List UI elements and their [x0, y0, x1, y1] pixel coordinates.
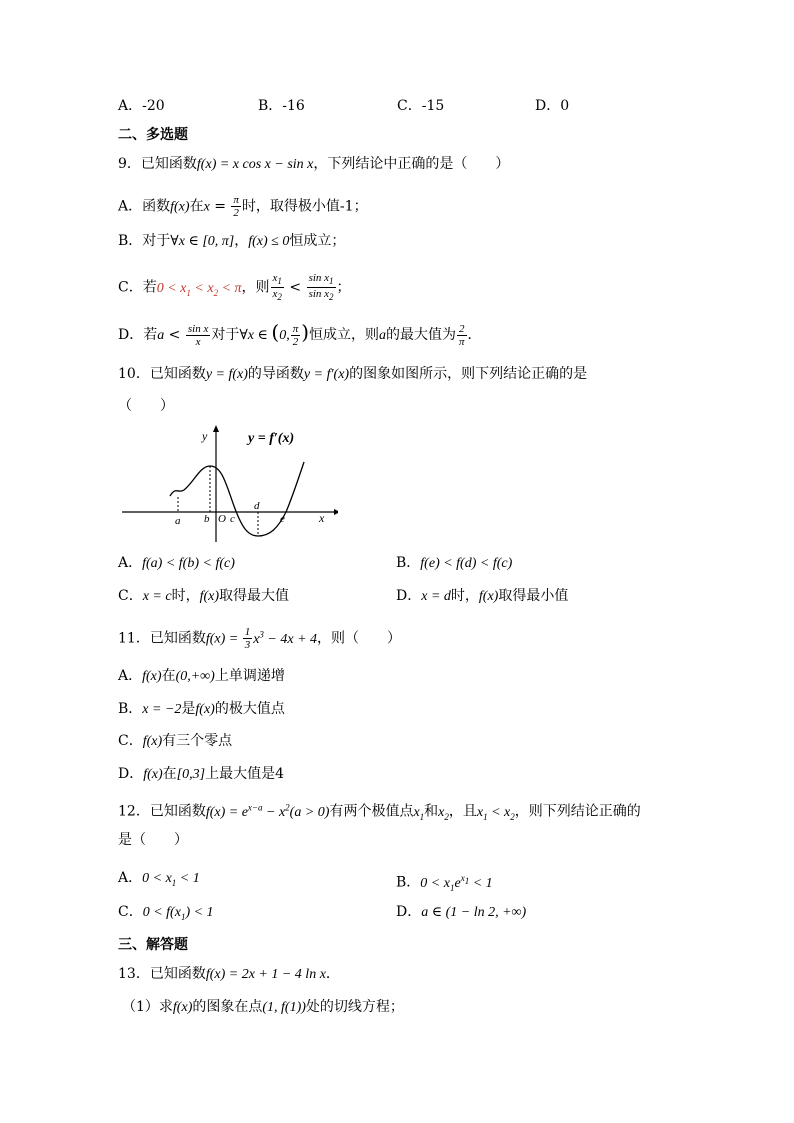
- q9-c-tail: ；: [336, 279, 351, 296]
- q11-stem-text: 11．已知函数: [118, 630, 206, 647]
- q10-b-expr: f(e) < f(d) < f(c): [420, 556, 513, 571]
- y-label: y: [202, 429, 208, 443]
- x-label: x: [319, 511, 325, 525]
- q10-a-expr: f(a) < f(b) < f(c): [142, 556, 235, 571]
- q10-derivative-graph: [118, 424, 338, 544]
- q10-option-b: [396, 553, 512, 574]
- q13-p1-text: 的图象在点: [192, 999, 263, 1015]
- tick-origin: O: [218, 513, 226, 525]
- q9-option-d: D．若a < $\frac{\text{sin x}}{x}$ 对于∀x ∈ (0, $\frac{\pi}{2}$ )恒成立，则a的最大值为 $\frac{2}{\pi}$ ．: [118, 320, 482, 348]
- q13-stem: 13．已知函数f(x) = 2x + 1 − 4 ln x．: [118, 966, 340, 982]
- tick-c: c: [230, 513, 235, 525]
- q13-stem-text: 13．已知函数: [118, 966, 206, 982]
- q11-option-b: B．x = −2是f(x)的极大值点: [118, 701, 285, 717]
- q13-stem-tail: ．: [325, 966, 340, 982]
- q9-a-text: 在: [189, 198, 204, 215]
- q11-b-text: 是: [181, 701, 196, 717]
- q12-stem-line2: 是（ ）: [118, 832, 188, 848]
- q12-option-a: A．$0 < x_1 < 1$: [118, 870, 200, 888]
- q10-c-text: 时，: [171, 588, 200, 604]
- q9-option-c: C．若$0 < x_1 < x_2 < \pi$，则 $\frac{x_1}{x_2}$ < $\frac{\sin x_1}{\sin x_2}$ ；: [118, 272, 351, 303]
- section-heading-solution: 三、解答题: [118, 937, 188, 953]
- q11-a-tail: 上单调递增: [214, 668, 285, 684]
- graph-title: y = f′(x): [248, 431, 295, 446]
- q8-option-c: C．-15: [397, 98, 445, 114]
- q11-d-label: D．: [118, 766, 144, 782]
- q9-d-text: 对于: [211, 327, 240, 343]
- q9-function: f(x) = x cos x − sin x: [196, 157, 314, 172]
- q9-d-tail: ．: [467, 327, 482, 343]
- q12-stem-mid: 有两个极值点: [329, 803, 414, 820]
- q12-d-label: D．: [396, 904, 422, 920]
- q11-option-a: A．f(x)在(0,+∞)上单调递增: [118, 668, 285, 684]
- q11-option-d: D．f(x)在[0,3]上最大值是4: [118, 766, 284, 782]
- tick-b: b: [204, 513, 210, 525]
- q10-stem-tail: 的图象如图所示，则下列结论正确的是: [349, 366, 588, 382]
- q12-a-label: A．: [118, 870, 143, 886]
- q10-stem-mid: 的导函数: [247, 366, 304, 382]
- q9-c-text: ，则: [241, 279, 270, 296]
- q10-option-c: C．x = c时，f(x)取得最大值: [118, 588, 290, 604]
- q13-p1-tail: 处的切线方程；: [305, 999, 404, 1015]
- q10-d-label: D．: [396, 588, 422, 604]
- q12-stem-tail: ，则下列结论正确的: [514, 803, 641, 820]
- q9-c-label: C．若: [118, 279, 157, 296]
- q10-option-d: D．x = d时，f(x)取得最小值: [396, 588, 569, 604]
- q11-stem-tail: ，则（ ）: [317, 630, 402, 647]
- q10-stem-text: 10．已知函数: [118, 366, 206, 382]
- q8-option-a: A．-20: [118, 98, 165, 114]
- q9-d-label: D．若: [118, 327, 158, 343]
- q11-b-label: B．: [118, 701, 143, 717]
- tick-a: a: [175, 515, 181, 527]
- q11-c-label: C．: [118, 733, 143, 749]
- q10-c-label: C．: [118, 588, 143, 604]
- q12-option-c: C．$0 < f(x_1) < 1$: [118, 904, 214, 922]
- q12-stem: 12．已知函数$f(x) = e^{x-a} - x^2(a > 0)$有两个极值点$x_1$和$x_2$，且$x_1 < x_2$，则下列结论正确的: [118, 802, 641, 822]
- q13-p1-label: （1）求: [122, 999, 173, 1015]
- q10-paren: （ ）: [118, 398, 174, 414]
- q11-a-label: A．: [118, 668, 143, 684]
- q12-stem-and: 和: [424, 803, 439, 820]
- q9-option-a: A．函数f(x)在x = $\frac{\pi}{2}$ 时，取得极小值-1；: [118, 194, 368, 219]
- q11-b-tail: 的极大值点: [214, 701, 285, 717]
- q11-c-tail: 有三个零点: [162, 733, 233, 749]
- tick-e: e: [280, 513, 285, 525]
- q9-d-text2: 恒成立，则: [309, 327, 380, 343]
- q9-a-tail: 时，取得极小值-1；: [241, 198, 368, 215]
- q10-b-label: B．: [396, 555, 421, 571]
- q12-option-b: B．$0 < x_1e^{x_1} < 1$: [396, 873, 493, 893]
- q12-stem-mid2: ，且: [448, 803, 477, 820]
- q11-a-text: 在: [161, 668, 176, 684]
- q11-option-c: C．f(x)有三个零点: [118, 733, 233, 749]
- q9-stem-tail: ，下列结论中正确的是（ ）: [313, 156, 510, 172]
- q8-option-b: B．-16: [258, 98, 305, 114]
- y-axis-arrow: [213, 425, 219, 432]
- q11-d-text: 在: [162, 766, 177, 782]
- q12-option-d: D．a ∈ (1 − ln 2, +∞): [396, 904, 527, 920]
- q9-stem: [118, 154, 509, 175]
- q8-option-d: D．0: [535, 98, 570, 114]
- q10-stem: 10．已知函数y = f(x)的导函数y = f′(x)的图象如图所示，则下列结论正确的是: [118, 366, 588, 382]
- q9-a-label: A．函数: [118, 198, 171, 215]
- q10-a-label: A．: [118, 555, 143, 571]
- q9-a-fraction: $\frac{\pi}{2}$: [233, 194, 239, 219]
- q9-option-b: B．对于∀x ∈ [0, π]，f(x) ≤ 0恒成立；: [118, 233, 346, 249]
- q12-b-label: B．: [396, 874, 421, 891]
- q13-part1: （1）求f(x)的图象在点(1, f(1))处的切线方程；: [122, 999, 404, 1015]
- q12-c-label: C．: [118, 904, 143, 920]
- tick-d: d: [254, 500, 260, 512]
- q10-d-tail: 取得最小值: [498, 588, 569, 604]
- q10-option-a: [118, 553, 235, 574]
- q9-b-tail: 恒成立；: [289, 233, 346, 249]
- q11-stem: 11．已知函数f(x) = $\frac{1}{3}$ $x^3 - 4x + 4$，则（ ）: [118, 626, 402, 652]
- q9-b-label: B．对于: [118, 233, 171, 249]
- q9-d-text3: 的最大值为: [386, 327, 457, 343]
- q9-stem-text: 9．已知函数: [118, 156, 197, 172]
- q12-stem-text: 12．已知函数: [118, 803, 206, 820]
- q10-c-tail: 取得最大值: [219, 588, 290, 604]
- x-axis-arrow: [334, 509, 338, 515]
- section-heading-multiple-choice: 二、多选题: [118, 127, 188, 143]
- q10-d-text: 时，: [450, 588, 479, 604]
- q11-d-tail: 上最大值是4: [205, 766, 284, 782]
